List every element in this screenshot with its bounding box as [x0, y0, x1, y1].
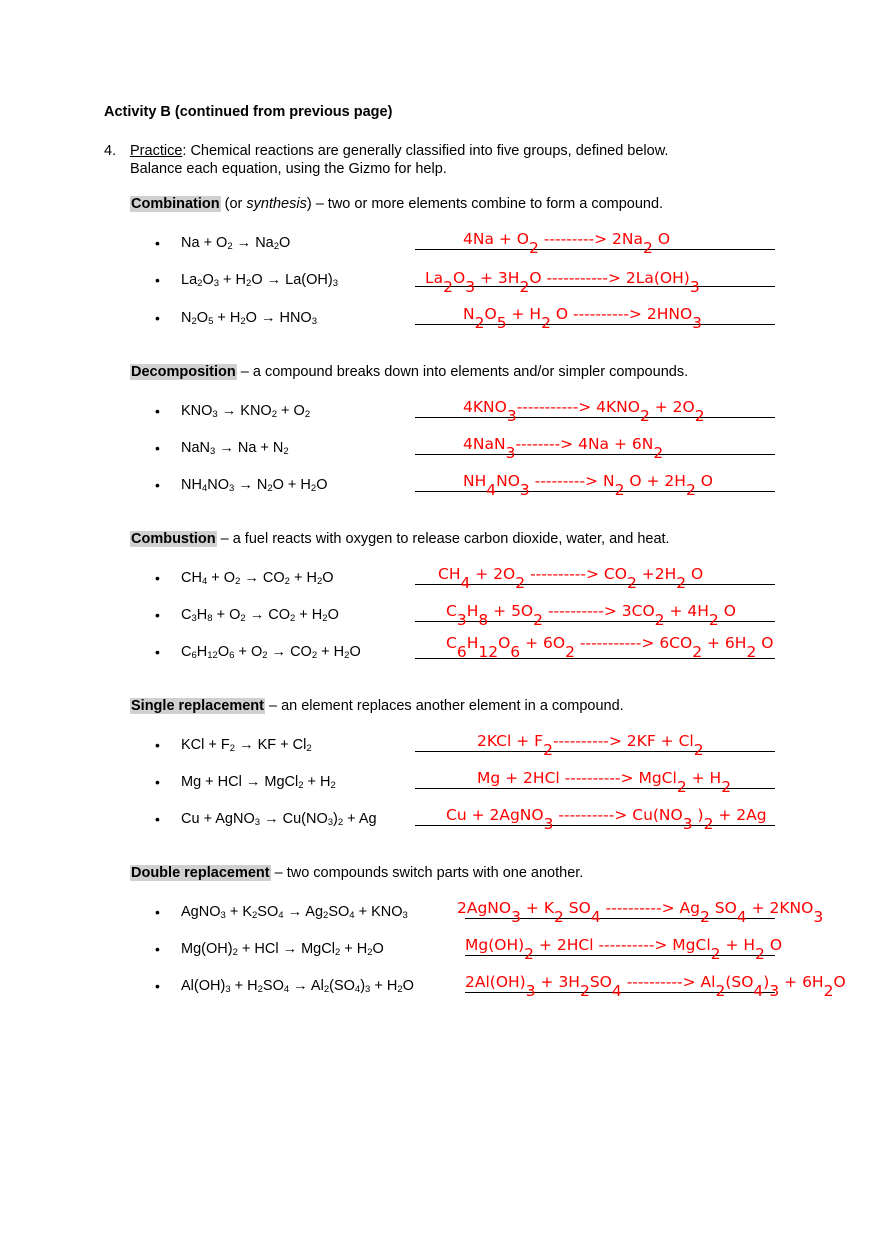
equation-text: Cu + AgNO$_3$ → $Cu(NO_3)_2 + Ag$	[181, 811, 377, 828]
intro-text	[130, 142, 668, 160]
equation-text: $Na + O_2 \to Na_2O$	[181, 235, 291, 252]
handwritten-answer: $C_3H_8 + 5O_2$ ----------> $3CO_2 + 4H_2$ O	[446, 602, 736, 629]
section-label: Single replacement	[131, 698, 264, 714]
intro-line-2: Balance each equation, using the Gizmo for help.	[130, 161, 447, 177]
bullet: •	[155, 644, 160, 660]
bullet: •	[155, 440, 160, 456]
equation-text: AgNO$_3$ + $K_2SO_4 \to Ag_2SO_4 + KNO_3$	[181, 904, 408, 921]
answer-line[interactable]	[415, 621, 775, 622]
bullet: •	[155, 310, 160, 326]
answer-line[interactable]	[415, 324, 775, 325]
equation-text: $N_2O_5 + H_2O \to HNO_3$	[181, 310, 318, 327]
answer-line[interactable]	[465, 955, 775, 956]
handwritten-answer: $N_2O_5 + H_2$ O ----------> $2HNO_3$	[463, 305, 703, 332]
handwritten-answer: $CH_4 + 2O_2$ ----------> $CO_2 +2H_2$ O	[438, 565, 704, 592]
handwritten-answer: $Mg(OH)_2 + 2HCl$ ----------> MgCl$_2$ + $H_2$ O	[465, 936, 783, 963]
handwritten-answer: $2KCl + F_2----------> 2KF + Cl_2$	[477, 732, 704, 759]
bullet: •	[155, 477, 160, 493]
handwritten-answer: $4NaN_3--------> 4Na + 6N_2$	[463, 435, 664, 462]
equation-text: KCl + $F_2$ → KF + $Cl_2$	[181, 737, 312, 754]
equation-text: $Al(OH)_3 + H_2SO_4 \to Al_2(SO_4)_3 + H_2O$	[181, 978, 414, 995]
bullet: •	[155, 774, 160, 790]
handwritten-answer: $2Al(OH)_3 + 3H_2SO_4$ ----------> $Al_2(SO_4)_3 + 6H_2O$	[465, 973, 846, 1000]
handwritten-answer: $La_2O_3 + 3H_2O$ -----------> $2La(OH)_3$	[425, 269, 700, 296]
equation-text: $La_2O_3 + H_2O \to La(OH)_3$	[181, 272, 338, 289]
answer-line[interactable]	[415, 417, 775, 418]
equation-text: $C_6H_{12}O_6 + O_2 \to CO_2 + H_2O$	[181, 644, 361, 661]
answer-line[interactable]	[415, 825, 775, 826]
section-description: – a fuel reacts with oxygen to release carbon dioxide, water, and heat.	[216, 531, 670, 547]
handwritten-answer: $4Na + O_2$ ---------> $2Na_2$ O	[463, 230, 671, 257]
equation-text: $Mg(OH)_2$ + HCl → MgCl$_2$ + $H_2O$	[181, 941, 384, 958]
bullet: •	[155, 570, 160, 586]
bullet: •	[155, 904, 160, 920]
section-label: Combustion	[131, 531, 216, 547]
section-description: – two compounds switch parts with one another.	[270, 865, 584, 881]
bullet: •	[155, 941, 160, 957]
bullet: •	[155, 607, 160, 623]
intro-line-1: : Chemical reactions are generally classified into five groups, defined below.	[182, 143, 669, 159]
bullet: •	[155, 403, 160, 419]
equation-text: $NaN_3 \to Na + N_2$	[181, 440, 289, 457]
bullet: •	[155, 737, 160, 753]
section-combination: Combination (or synthesis) – two or more elements combine to form a compound.	[131, 196, 664, 212]
answer-line[interactable]	[415, 658, 775, 659]
section-label: Decomposition	[131, 364, 236, 380]
handwritten-answer: $C_6H_{12}O_6 + 6O_2$ -----------> $6CO_2 + 6H_2$ O	[446, 634, 774, 661]
handwritten-answer: $4KNO_3-----------> 4KNO_2 + 2O_2$	[463, 398, 705, 425]
practice-label: Practice	[130, 143, 183, 159]
answer-line[interactable]	[415, 751, 775, 752]
equation-text: Mg + HCl → MgCl$_2$ + $H_2$	[181, 774, 336, 791]
section-description: – an element replaces another element in a compound.	[264, 698, 624, 714]
equation-text: $KNO_3 \to KNO_2 + O_2$	[181, 403, 311, 420]
section-combustion	[130, 530, 670, 548]
handwritten-answer: Cu + 2AgNO$_3$ ----------> $Cu(NO_3$ )$_2 + 2Ag$	[446, 806, 767, 833]
section-description: – two or more elements combine to form a compound.	[311, 196, 664, 212]
section-label: Double replacement	[131, 865, 270, 881]
answer-line[interactable]	[415, 454, 775, 455]
section-decomposition	[130, 363, 688, 381]
answer-line[interactable]	[415, 491, 775, 492]
page-title: Activity B (continued from previous page)	[104, 104, 393, 120]
handwritten-answer: $NH_4NO_3$ ---------> $N_2$ $O + 2H_2$ O	[463, 472, 713, 499]
handwritten-answer: 2AgNO$_3$ + $K_2$ $SO_4$ ----------> $Ag_2$ $SO_4 + 2KNO_3$	[457, 899, 824, 926]
bullet: •	[155, 272, 160, 288]
equation-text: $C_3H_8 + O_2 \to CO_2 + H_2O$	[181, 607, 339, 624]
equation-text: $NH_4NO_3 \to N_2O + H_2O$	[181, 477, 328, 494]
item-number: 4.	[104, 143, 117, 159]
bullet: •	[155, 811, 160, 827]
section-label: Combination	[131, 196, 220, 212]
answer-line[interactable]	[415, 249, 775, 250]
section-double-replacement	[130, 864, 583, 882]
section-single-replacement	[130, 697, 624, 715]
handwritten-answer: Mg + 2HCl ----------> MgCl$_2$ + $H_2$	[477, 769, 732, 796]
bullet: •	[155, 978, 160, 994]
bullet: •	[155, 235, 160, 251]
equation-text: $CH_4 + O_2 \to CO_2 + H_2O$	[181, 570, 334, 587]
section-description: – a compound breaks down into elements and/or simpler compounds.	[236, 364, 689, 380]
